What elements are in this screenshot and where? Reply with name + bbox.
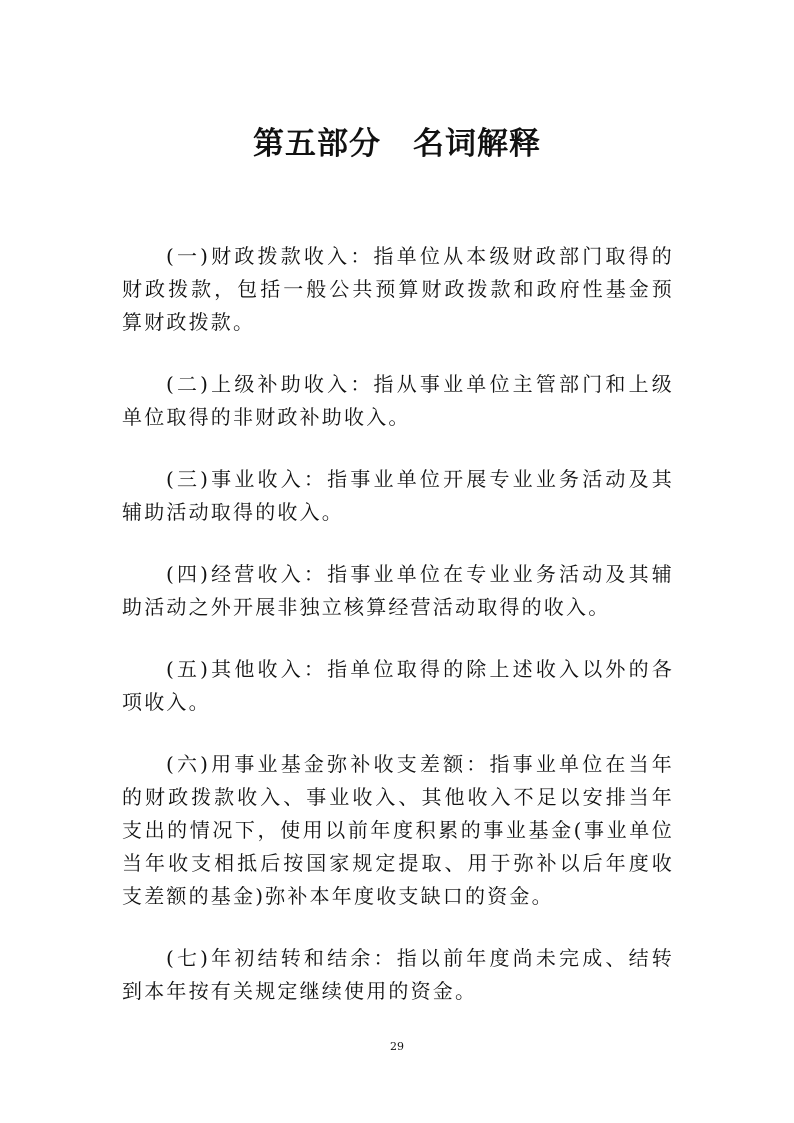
definitions-list <box>122 240 674 1037</box>
definition-business-fund-offset: (六)用事业基金弥补收支差额：指事业单位在当年的财政拨款收入、事业收入、其他收入不足以安排当年支出的情况下，使用以前年度积累的事业基金(事业单位当年收支相抵后按国家规定提取、用于弥补以后年度收支差额的基金)弥补本年度收支缺口的资金。 <box>122 752 674 908</box>
definition-other-income: (五)其他收入：指单位取得的除上述收入以外的各项收入。 <box>122 657 674 714</box>
definition-business-income: (三)事业收入：指事业单位开展专业业务活动及其辅助活动取得的收入。 <box>122 467 674 524</box>
definition-carryover-balance: (七)年初结转和结余：指以前年度尚未完成、结转到本年按有关规定继续使用的资金。 <box>122 946 674 1003</box>
page-number: 29 <box>390 1040 404 1053</box>
definition-operating-income: (四)经营收入：指事业单位在专业业务活动及其辅助活动之外开展非独立核算经营活动取得的收入。 <box>122 562 674 619</box>
definition-superior-subsidy-income: (二)上级补助收入：指从事业单位主管部门和上级单位取得的非财政补助收入。 <box>122 372 674 429</box>
definition-fiscal-appropriation-income: (一)财政拨款收入：指单位从本级财政部门取得的财政拨款，包括一般公共预算财政拨款和政府性基金预算财政拨款。 <box>122 244 674 334</box>
page-title: 第五部分 名词解释 <box>253 126 541 162</box>
